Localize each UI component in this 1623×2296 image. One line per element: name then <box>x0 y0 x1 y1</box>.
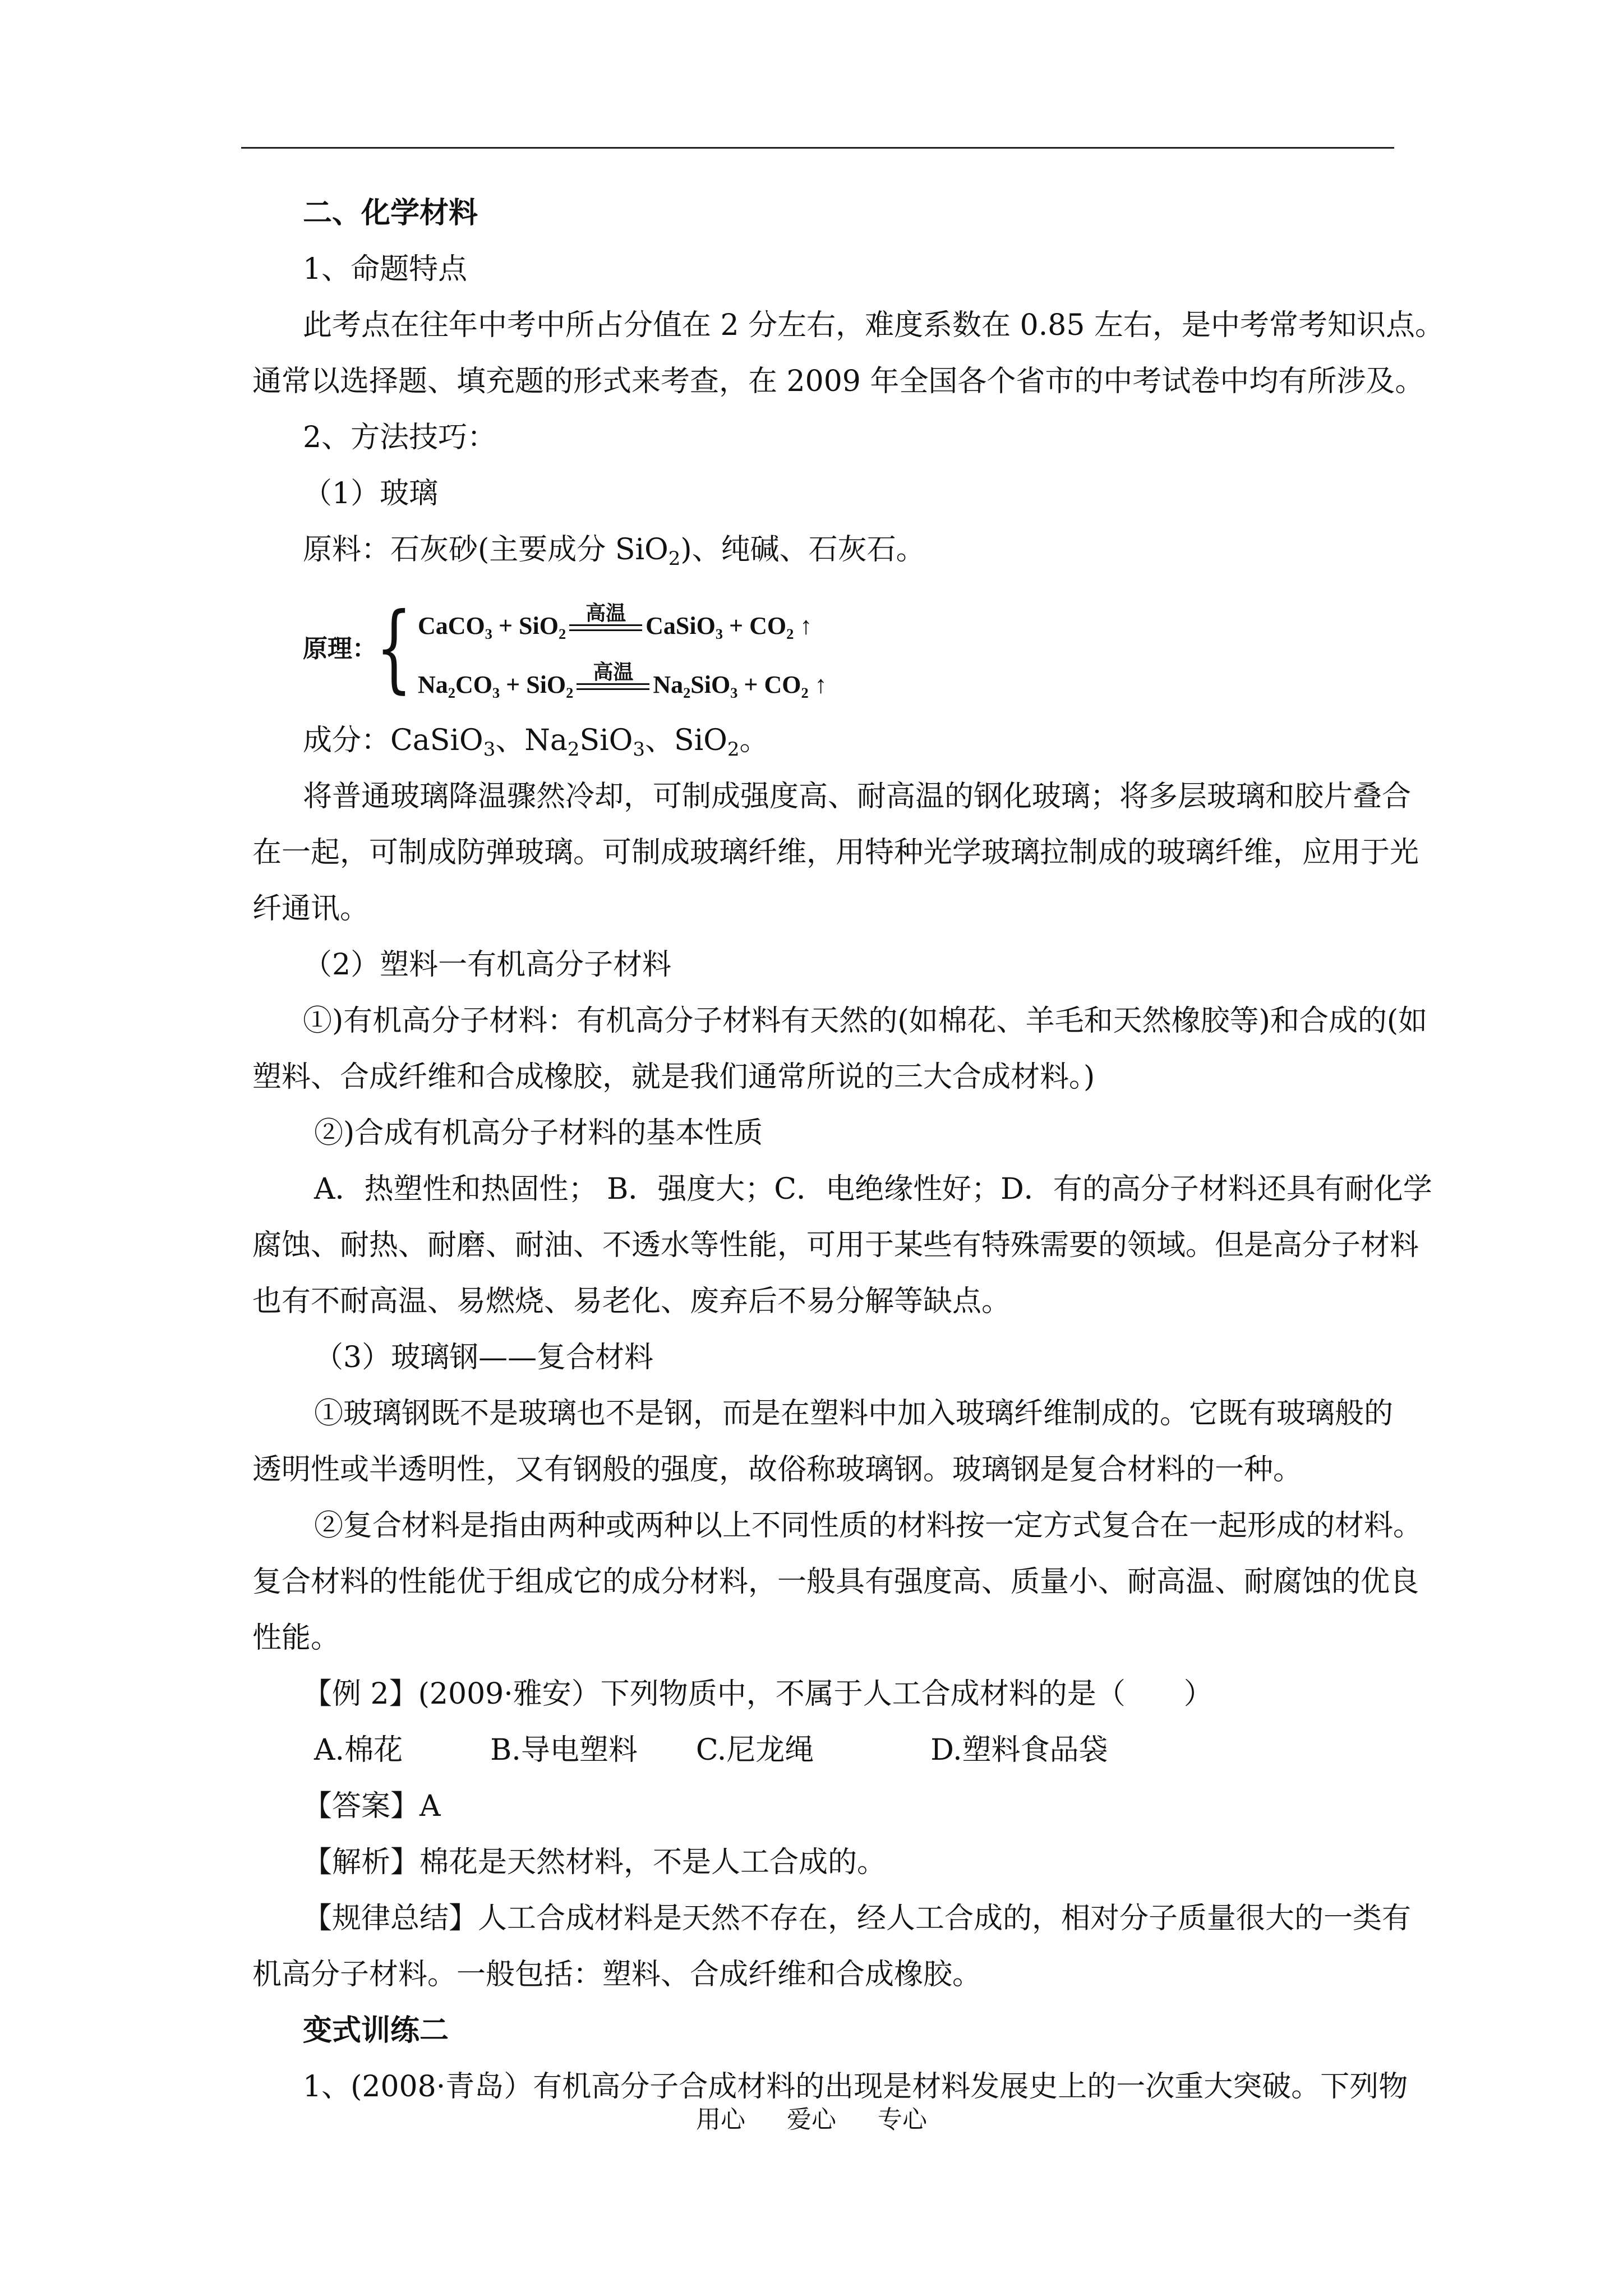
example-question: 【例 2】(2009·雅安）下列物质中，不属于人工合成材料的是（ ） <box>303 1677 1213 1711</box>
brace-symbol: { <box>376 592 412 703</box>
paragraph-line: （2）塑料一有机高分子材料 <box>303 948 672 982</box>
paragraph-line: 1、命题特点 <box>303 252 468 286</box>
equation-na2co3: Na₂CO₃ + SiO₂ 高温 Na₂SiO₃ + CO₂ ↑ <box>418 660 827 698</box>
paragraph-line: A．热塑性和热固性； B．强度大；C．电绝缘性好；D．有的高分子材料还具有耐化学 <box>314 1172 1432 1206</box>
paragraph-line: ②复合材料是指由两种或两种以上不同性质的材料按一定方式复合在一起形成的材料。 <box>314 1509 1423 1543</box>
summary-line: 机高分子材料。一般包括：塑料、合成纤维和合成橡胶。 <box>252 1958 982 1991</box>
paragraph-line: 在一起，可制成防弹玻璃。可制成玻璃纤维，用特种光学玻璃拉制成的玻璃纤维，应用于光 <box>252 836 1419 869</box>
analysis-line: 【解析】棉花是天然材料，不是人工合成的。 <box>303 1846 887 1879</box>
paragraph-line: ①)有机高分子材料：有机高分子材料有天然的(如棉花、羊毛和天然橡胶等)和合成的(如 <box>303 1004 1428 1038</box>
page-footer: 用心 爱心 专心 <box>696 2105 927 2134</box>
paragraph-line: 通常以选择题、填充题的形式来考查，在 2009 年全国各个省市的中考试卷中均有所涉及。 <box>252 365 1424 398</box>
answer-options: A.棉花 B.导电塑料 C.尼龙绳 D.塑料食品袋 <box>314 1733 1108 1767</box>
paragraph-line: 复合材料的性能优于组成它的成分材料，一般具有强度高、质量小、耐高温、耐腐蚀的优良 <box>252 1565 1419 1599</box>
paragraph-line: 2、方法技巧： <box>303 421 497 454</box>
formula-label: 原理： <box>303 634 377 663</box>
section-title: 二、化学材料 <box>303 196 478 230</box>
paragraph-line: （1）玻璃 <box>303 477 439 510</box>
paragraph-line: ②)合成有机高分子材料的基本性质 <box>314 1116 763 1150</box>
paragraph-line: 原料：石灰砂(主要成分 SiO$_2$)、纯碱、石灰石。 <box>303 533 925 570</box>
paragraph-line: 腐蚀、耐热、耐磨、耐油、不透水等性能，可用于某些有特殊需要的领域。但是高分子材料 <box>252 1228 1419 1262</box>
paragraph-line: （3）玻璃钢——复合材料 <box>314 1341 654 1374</box>
paragraph-line: 也有不耐高温、易燃烧、易老化、废弃后不易分解等缺点。 <box>252 1285 1011 1318</box>
paragraph-line: ①玻璃钢既不是玻璃也不是钢，而是在塑料中加入玻璃纤维制成的。它既有玻璃般的 <box>314 1397 1394 1430</box>
subsection-title: 变式训练二 <box>303 2013 449 2047</box>
paragraph-line: 纤通讯。 <box>252 892 370 926</box>
paragraph-line: 透明性或半透明性，又有钢般的强度，故俗称玻璃钢。玻璃钢是复合材料的一种。 <box>252 1453 1303 1487</box>
paragraph-line: 将普通玻璃降温骤然冷却，可制成强度高、耐高温的钢化玻璃；将多层玻璃和胶片叠合 <box>303 780 1412 813</box>
summary-line: 【规律总结】人工合成材料是天然不存在，经人工合成的，相对分子质量很大的一类有 <box>303 1902 1412 1935</box>
equation-caco3: CaCO₃ + SiO₂ 高温 CaSiO₃ + CO₂ ↑ <box>418 601 813 639</box>
answer-line: 【答案】A <box>303 1789 441 1823</box>
paragraph-line: 性能。 <box>252 1621 340 1655</box>
chemical-equations <box>303 583 827 707</box>
paragraph-line: 塑料、合成纤维和合成橡胶，就是我们通常所说的三大合成材料。) <box>252 1060 1095 1094</box>
paragraph-line: 成分：CaSiO$_3$、$Na_2SiO_3$、SiO$_2$。 <box>303 724 769 761</box>
exercise-line: 1、(2008·青岛）有机高分子合成材料的出现是材料发展史上的一次重大突破。下列物 <box>303 2070 1408 2104</box>
paragraph-line: 此考点在往年中考中所占分值在 2 分左右，难度系数在 0.85 左右，是中考常考知识点。 <box>303 309 1444 342</box>
